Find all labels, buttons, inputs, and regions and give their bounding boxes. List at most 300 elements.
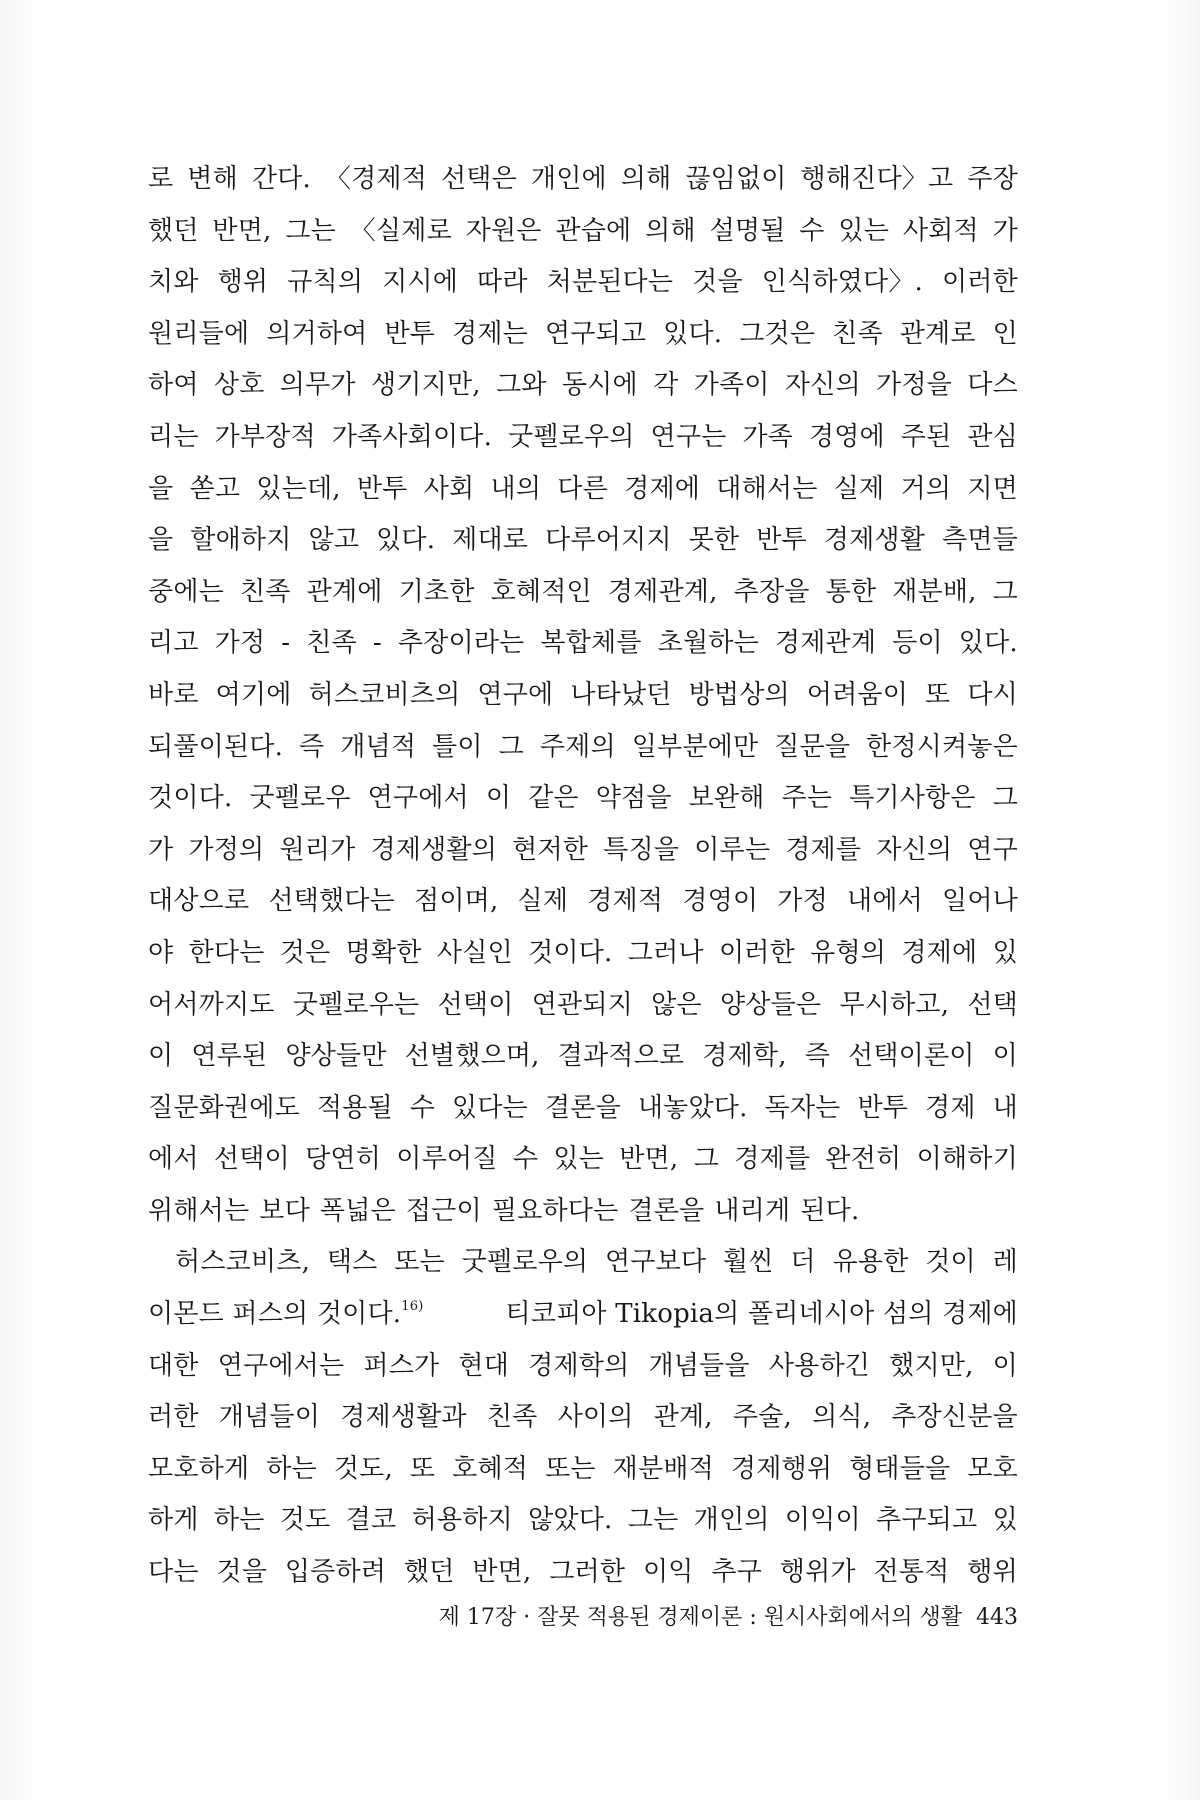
word: 결과적으로 [557, 1041, 685, 1072]
word: 모호 [967, 1453, 1018, 1484]
word: 그는 [627, 1505, 679, 1536]
word: 것도 [279, 1505, 331, 1536]
word: 사용하긴 [768, 1350, 871, 1381]
word: 그 [693, 1144, 719, 1175]
word: 있는 [553, 1144, 605, 1175]
word: 원리가 [279, 834, 356, 865]
word: 어려움이 [806, 679, 909, 710]
word: 가 [148, 834, 174, 865]
word: 관습에 [555, 215, 632, 246]
word: 훨씬 [723, 1247, 774, 1278]
word: 다스 [967, 370, 1018, 401]
text-line [148, 984, 1018, 1036]
word: 틀이 [432, 731, 483, 762]
word: 즉 [298, 731, 325, 762]
word: 경제학, [702, 1041, 787, 1072]
word: 쏟고 [189, 473, 241, 504]
word: 개인의 [693, 1505, 770, 1536]
word: 보완해 [688, 783, 765, 814]
word: 유용한 [832, 1247, 909, 1278]
word: 의식, [812, 1402, 872, 1433]
word: 있다는 [452, 1092, 528, 1123]
word: 것을 [216, 1557, 268, 1588]
text-line [148, 829, 1018, 881]
word: 다른 [557, 473, 608, 504]
word: 경제적 [587, 886, 664, 917]
word: 있는 [838, 215, 890, 246]
word: 경제에 [901, 937, 978, 968]
word: 유형의 [810, 937, 887, 968]
word: 상호 [213, 370, 265, 401]
word: 선택은 [440, 164, 517, 194]
word: 이 [485, 783, 512, 814]
word: 이루어질 [396, 1144, 498, 1175]
word: 되풀이된다. [148, 731, 284, 762]
word: 이익 [642, 1557, 694, 1588]
word: 선택이 [437, 989, 514, 1020]
word: 가족 [742, 421, 793, 452]
word: 연구보다 [604, 1247, 707, 1278]
word: 적용될 [316, 1092, 393, 1123]
word: 그와 [495, 370, 547, 401]
text-line [148, 1087, 1018, 1139]
word: 또는 [545, 1453, 596, 1484]
word: 더 [790, 1247, 816, 1278]
word: 설명될 [709, 215, 786, 246]
word: 의무가 [279, 370, 356, 401]
word: 관계, [653, 1402, 713, 1433]
word: 주제의 [539, 731, 616, 762]
word: 호혜적인 [490, 576, 592, 607]
word: 폭넓은 [319, 1195, 396, 1226]
text-line [148, 622, 1018, 674]
word: 야 [148, 937, 174, 968]
word: 할애하지 [190, 525, 292, 556]
word: 경제관계 [774, 628, 877, 659]
word: 다는 [148, 1557, 199, 1588]
word: 선택했다는 [268, 886, 395, 917]
word: 복합체를 [540, 628, 642, 659]
word: 그 [992, 576, 1018, 607]
word: 의거하여 [266, 318, 368, 349]
word: 주된 [900, 421, 952, 452]
word: 내에서 [847, 886, 923, 917]
word: 것이 [925, 1247, 976, 1278]
word: 이익이 [784, 1505, 861, 1536]
text-line [148, 1448, 1018, 1500]
word: 연구에 [477, 679, 554, 710]
word: 대상으로 [148, 886, 250, 917]
word: 생기지만, [370, 370, 481, 401]
word: 보다 [259, 1195, 310, 1226]
word: 반투 [356, 473, 408, 504]
word: 이러한 [941, 267, 1018, 298]
word: 레 [992, 1247, 1018, 1278]
word: 같은 [528, 783, 579, 814]
word: 선택이론이 [848, 1041, 975, 1072]
word: 한정시켜놓은 [866, 731, 1018, 762]
body-text [148, 158, 1018, 1603]
word: 이러한 [718, 937, 795, 968]
word: 관심 [967, 421, 1018, 452]
text-line [148, 519, 1018, 571]
word: 굿펠로우 [249, 783, 351, 814]
word: 또 [925, 679, 951, 710]
word: 것이다. [528, 937, 613, 968]
word: 경제 [925, 1092, 976, 1123]
word: 완전히 [825, 1144, 902, 1175]
word: 그 [992, 783, 1018, 814]
word: 치와 [148, 267, 199, 298]
text-line [148, 468, 1018, 520]
word: 다시 [967, 679, 1018, 710]
text-line [148, 1499, 1018, 1551]
word: 경제생활과 [340, 1402, 467, 1433]
word: 내리게 [714, 1195, 791, 1226]
word: 자원은 [465, 215, 542, 246]
word: 실제 [833, 473, 885, 504]
word: 그는 [285, 215, 336, 246]
word: 택스 [326, 1247, 378, 1278]
word: 행위가 [779, 1557, 856, 1588]
word: 친족 [306, 628, 357, 659]
word: 연구에서는 [217, 1350, 345, 1381]
word: 간다. [251, 164, 311, 194]
word: 개념들이 [218, 1402, 321, 1433]
word: 반면, [472, 1557, 532, 1588]
text-line [148, 932, 1018, 984]
word: 질문화권에도 [148, 1092, 300, 1123]
text-line [148, 777, 1018, 829]
word: 입증하려 [284, 1557, 387, 1588]
word: 또 [409, 1453, 436, 1484]
page-footer [380, 1600, 1018, 1631]
word: 가정의 [188, 834, 265, 865]
word: - [372, 628, 382, 659]
word: 연구에서 [367, 783, 469, 814]
word: 그러나 [627, 937, 704, 968]
word: 그 [498, 731, 524, 762]
word: 을 [148, 473, 174, 504]
word: 경제에 [624, 473, 701, 504]
word: 다루어지지 [545, 525, 672, 556]
text-line-with-footnote [148, 1293, 1018, 1345]
word: 행해진다〉고 [800, 164, 954, 194]
word: 자신의 [876, 834, 953, 865]
word: 위해서는 [148, 1195, 250, 1226]
text-line [148, 726, 1018, 778]
word: 주술, [732, 1402, 792, 1433]
word: 굿펠로우의 [461, 1247, 589, 1278]
word: 수 [799, 215, 825, 246]
word: 당연히 [305, 1144, 382, 1175]
word: 가정을 [876, 370, 952, 401]
word: 양상들만 [285, 1041, 387, 1072]
word: 경영에 [808, 421, 885, 452]
word: 결론을 [628, 1195, 705, 1226]
text-line [148, 364, 1018, 416]
text-line [148, 416, 1018, 468]
word: 의해 [645, 215, 696, 246]
page-number: 443 [976, 1605, 1018, 1630]
word: 이 [992, 1041, 1018, 1072]
word: 모호하게 [148, 1453, 250, 1484]
text-line [148, 313, 1018, 365]
word: 않았다. [528, 1505, 613, 1536]
word: 호혜적 [452, 1453, 529, 1484]
text-line [148, 1396, 1018, 1448]
word: 행위 [217, 267, 269, 298]
text-line [148, 1138, 1018, 1190]
word: 로 [148, 164, 174, 194]
text-line [148, 261, 1018, 313]
word: 퍼스가 [363, 1350, 440, 1381]
word: 하여 [148, 370, 199, 401]
word: 특징을 [603, 834, 680, 865]
word: 수 [512, 1144, 539, 1175]
word: 가족이 [693, 370, 770, 401]
word: 경제생활의 [370, 834, 498, 865]
word: 않고 [308, 525, 360, 556]
word: 리는 [148, 421, 199, 452]
word: 수 [409, 1092, 436, 1123]
word: 연구되고 [544, 318, 647, 349]
running-head: 제 17장 · 잘못 적용된 경제이론 : 원시사회에서의 생활 [438, 1605, 962, 1630]
word: 연루된 [191, 1041, 268, 1072]
word: 관계로 [899, 318, 976, 349]
word: 추구되고 [876, 1505, 978, 1536]
word: 에서 [148, 1144, 199, 1175]
word: 처분된다는 [546, 267, 674, 298]
word: 측면들 [942, 525, 1018, 556]
word: 하는 [213, 1505, 265, 1536]
word: 행위 [967, 1557, 1018, 1588]
word: 개념들을 [648, 1350, 750, 1381]
word: 선별했으며, [404, 1041, 540, 1072]
word: 못한 [688, 525, 740, 556]
word: 실제 [517, 886, 569, 917]
word: 주는 [781, 783, 833, 814]
word: 있 [992, 937, 1018, 968]
word: 끊임없이 [685, 164, 787, 194]
word: 추구 [711, 1557, 762, 1588]
word: 사실인 [436, 937, 513, 968]
word: 〈실제로 [349, 215, 452, 246]
word: 러한 [148, 1402, 199, 1433]
word: 개념적 [340, 731, 417, 762]
text-line [148, 1035, 1018, 1087]
word: 했던 [148, 215, 199, 246]
word: 어서까지도 [148, 989, 275, 1020]
word: 여기에 [215, 679, 292, 710]
word: 재분배, [892, 576, 977, 607]
word: 자신의 [784, 370, 861, 401]
word: 규칙의 [287, 267, 364, 298]
word: 그러한 [549, 1557, 626, 1588]
word: 반투 [857, 1092, 909, 1123]
word: 일부분에만 [631, 731, 759, 762]
line-text-after-footnote: 티코피아 Tikopia의 폴리네시아 섬의 경제에 [505, 1299, 1018, 1330]
word: 거의 [900, 473, 952, 504]
word: 개인에 [530, 164, 607, 194]
word: 원리들에 [148, 318, 250, 349]
word: 독자는 [764, 1092, 841, 1123]
word: 현대 [458, 1350, 510, 1381]
text-line [148, 571, 1018, 623]
word: 지면 [967, 473, 1018, 504]
word: 인식하였다〉. [761, 267, 923, 298]
word: 형태들을 [849, 1453, 951, 1484]
word: 즉 [804, 1041, 831, 1072]
word: 연관되지 [531, 989, 633, 1020]
word: 초월하는 [657, 628, 759, 659]
word: 추장을 [733, 576, 810, 607]
word: 약점을 [595, 783, 672, 814]
text-line [148, 1551, 1018, 1603]
word: 있다. [663, 318, 723, 349]
word: 것도, [333, 1453, 393, 1484]
word: 또는 [394, 1247, 445, 1278]
word: 가정 [214, 628, 266, 659]
word: 허스코비츠의 [308, 679, 461, 710]
word: 것은 [279, 937, 331, 968]
word: 〈경제적 [324, 164, 428, 194]
word: 선택이 [213, 1144, 290, 1175]
word: 사이의 [557, 1402, 634, 1433]
word: 등이 [892, 628, 943, 659]
word: 주장 [967, 164, 1018, 194]
word: 을 [148, 525, 174, 556]
word: 경제학의 [528, 1350, 630, 1381]
word: 있는데, [256, 473, 341, 504]
word: 방법상의 [688, 679, 790, 710]
word: 전통적 [873, 1557, 950, 1588]
word: 지시에 [382, 267, 459, 298]
word: 내의 [490, 473, 542, 504]
word: 경제관계, [607, 576, 718, 607]
word: 하는 [266, 1453, 317, 1484]
word: 리고 [148, 628, 199, 659]
word: 된다. [800, 1195, 860, 1226]
word: 반면, [212, 215, 272, 246]
word: 이 [148, 1041, 174, 1072]
word: 이 [992, 1350, 1018, 1381]
word: 동시에 [561, 370, 638, 401]
word: 내 [992, 1092, 1018, 1123]
word: 선택 [967, 989, 1018, 1020]
word: 한다는 [188, 937, 265, 968]
word: 하게 [148, 1505, 199, 1536]
word: 있다. [958, 628, 1018, 659]
word: 따라 [477, 267, 528, 298]
word: 친족 [239, 576, 291, 607]
word: 가정 [777, 886, 828, 917]
word: 반면, [619, 1144, 679, 1175]
word: 특기사항은 [849, 783, 976, 814]
word: 가족사회이다. [331, 421, 493, 452]
word: 기초한 [398, 576, 475, 607]
word: 있다. [376, 525, 436, 556]
word: 질문을 [774, 731, 851, 762]
word: 이루는 [694, 834, 771, 865]
word: 그것은 [739, 318, 816, 349]
word: 이해하기 [916, 1144, 1018, 1175]
word: 경제행위 [730, 1453, 833, 1484]
word: 통한 [825, 576, 877, 607]
text-line [148, 210, 1018, 262]
paragraph-first-line [148, 1241, 1018, 1293]
text-line [148, 1345, 1018, 1397]
word: 현저한 [512, 834, 589, 865]
paragraph-end-line [148, 1190, 1018, 1242]
word: 추장이라는 [397, 628, 525, 659]
word: 경영이 [682, 886, 759, 917]
word: 인 [992, 318, 1018, 349]
word: 제대로 [452, 525, 529, 556]
footnote-marker[interactable]: 16) [401, 1299, 424, 1315]
word: 바로 [148, 679, 199, 710]
word: 않은 [651, 989, 702, 1020]
word: 접근이 [405, 1195, 482, 1226]
word: - [281, 628, 291, 659]
word: 것을 [692, 267, 743, 298]
word: 했던 [403, 1557, 455, 1588]
word: 반투 [756, 525, 807, 556]
line-text-before-footnote: 이몬드 퍼스의 것이다.$^{16)}$ [148, 1299, 424, 1330]
word: 가 [992, 215, 1018, 246]
word: 것이다. [148, 783, 233, 814]
word: 재분배적 [612, 1453, 714, 1484]
word: 가부장적 [214, 421, 316, 452]
word: 대한 [148, 1350, 199, 1381]
word: 허스코비츠, [175, 1247, 311, 1278]
word: 경제는 [452, 318, 528, 349]
word: 나타났던 [570, 679, 672, 710]
word: 허용하지 [411, 1505, 513, 1536]
word: 각 [653, 370, 679, 401]
word: 결론을 [544, 1092, 621, 1123]
word: 필요하다는 [491, 1195, 619, 1226]
word: 굿펠로우는 [292, 989, 420, 1020]
text-line [148, 880, 1018, 932]
word: 중에는 [148, 576, 224, 607]
word: 있 [992, 1505, 1018, 1536]
word: 일어나 [942, 886, 1018, 917]
word: 내놓았다. [637, 1092, 748, 1123]
word: 추장신분을 [891, 1402, 1018, 1433]
word: 의해 [620, 164, 672, 194]
word: 관계에 [306, 576, 383, 607]
word: 경제생활 [823, 525, 926, 556]
word: 경제를 [785, 834, 862, 865]
word: 반투 [384, 318, 436, 349]
word: 사회 [423, 473, 475, 504]
word: 무시하고, [839, 989, 950, 1020]
word: 양상들은 [719, 989, 822, 1020]
text-line [148, 674, 1018, 726]
text-line [148, 158, 1018, 210]
word: 연구는 [650, 421, 727, 452]
word: 경제를 [734, 1144, 811, 1175]
word: 결코 [345, 1505, 397, 1536]
word: 굿펠로우의 [508, 421, 635, 452]
word: 변해 [187, 164, 238, 194]
word: 했지만, [889, 1350, 974, 1381]
word: 명확한 [345, 937, 422, 968]
word: 친족 [486, 1402, 538, 1433]
word: 대해서는 [716, 473, 818, 504]
word: 사회적 [902, 215, 979, 246]
